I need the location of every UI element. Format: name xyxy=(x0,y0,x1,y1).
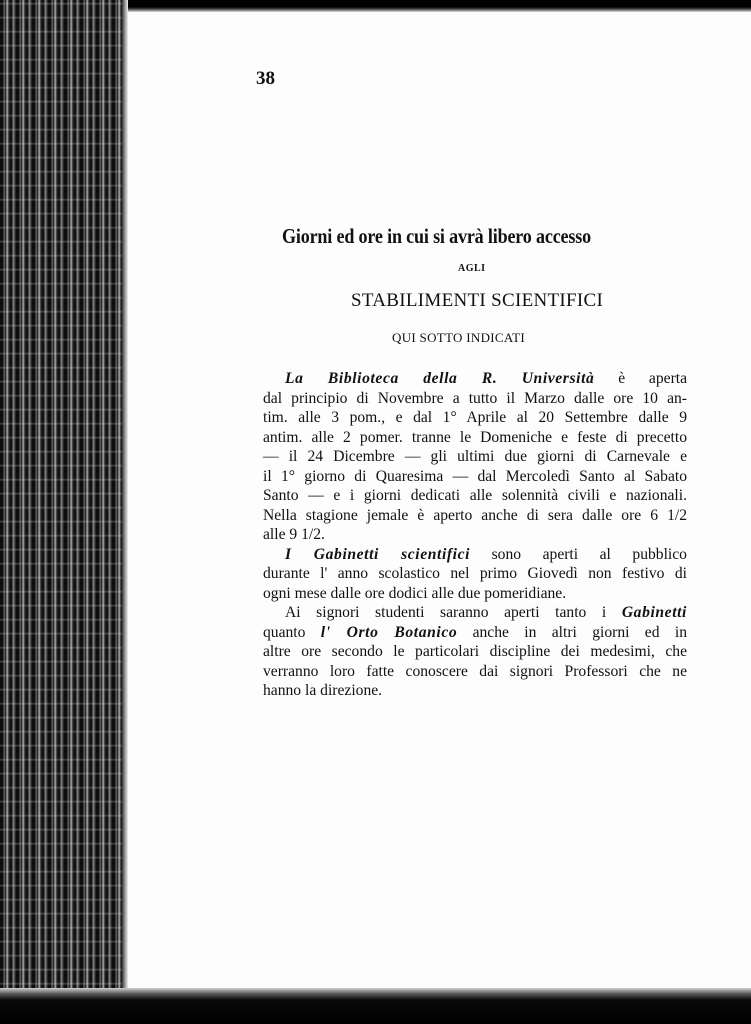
text-line: antim. alle 2 pomer. tranne le Domeniche e feste di precetto xyxy=(263,428,687,446)
text-line: ogni mese dalle ore dodici alle due pomeridiane. xyxy=(263,584,567,602)
heading-agli: AGLI xyxy=(458,263,486,274)
bottom-scan-border xyxy=(0,988,751,1024)
paragraph-studenti xyxy=(263,603,687,701)
text-line: durante l' anno scolastico nel primo Giovedì non festivo di xyxy=(263,565,687,582)
text-line xyxy=(263,603,687,623)
emphasis-biblioteca: La Biblioteca della R. Università xyxy=(285,370,595,387)
body-text xyxy=(263,369,687,701)
text-fragment: Ai signori studenti saranno aperti tanto i xyxy=(285,604,607,621)
text-line: altre ore secondo le particolari discipline dei medesimi, che xyxy=(263,643,687,660)
paragraph-biblioteca xyxy=(263,369,687,545)
text-line: Santo — e i giorni dedicati alle solennità civili e nazionali. xyxy=(263,487,687,504)
emphasis-orto-botanico: l' Orto Botanico xyxy=(320,623,458,641)
emphasis-gabinetti-2: Gabinetti xyxy=(621,604,687,621)
heading-subsubtitle: QUI SOTTO INDICATI xyxy=(392,330,525,345)
paragraph-gabinetti xyxy=(263,545,687,604)
heading-subtitle: STABILIMENTI SCIENTIFICI xyxy=(351,290,604,311)
text-line: — il 24 Dicembre — gli ultimi due giorni di Carnevale e xyxy=(263,448,687,465)
text-fragment: sono aperti al pubblico xyxy=(491,545,687,563)
text-line xyxy=(263,369,687,389)
book-spine-edges xyxy=(0,0,128,1024)
text-line: tim. alle 3 pom., e dal 1° Aprile al 20 Settembre dalle 9 xyxy=(263,409,687,426)
page-title: Giorni ed ore in cui si avrà libero accesso xyxy=(282,224,591,248)
text-line: Nella stagione jemale è aperto anche di sera dalle ore 6 1/2 xyxy=(263,506,687,524)
text-line: hanno la direzione. xyxy=(263,682,383,699)
text-fragment: anche in altri giorni ed in xyxy=(472,623,687,641)
text-fragment: quanto xyxy=(263,623,306,641)
text-line: il 1° giorno di Quaresima — dal Mercoledì Santo al Sabato xyxy=(263,467,687,485)
top-scan-border xyxy=(128,0,751,12)
text-line xyxy=(263,545,687,565)
text-line xyxy=(263,623,687,643)
emphasis-gabinetti: I Gabinetti scientifici xyxy=(285,545,471,563)
page-number: 38 xyxy=(256,68,275,89)
text-line: verranno loro fatte conoscere dai signori Professori che ne xyxy=(263,662,687,680)
text-fragment: è aperta xyxy=(618,370,688,387)
text-line: dal principio di Novembre a tutto il Marzo dalle ore 10 an- xyxy=(263,389,687,407)
text-line: alle 9 1/2. xyxy=(263,526,325,543)
